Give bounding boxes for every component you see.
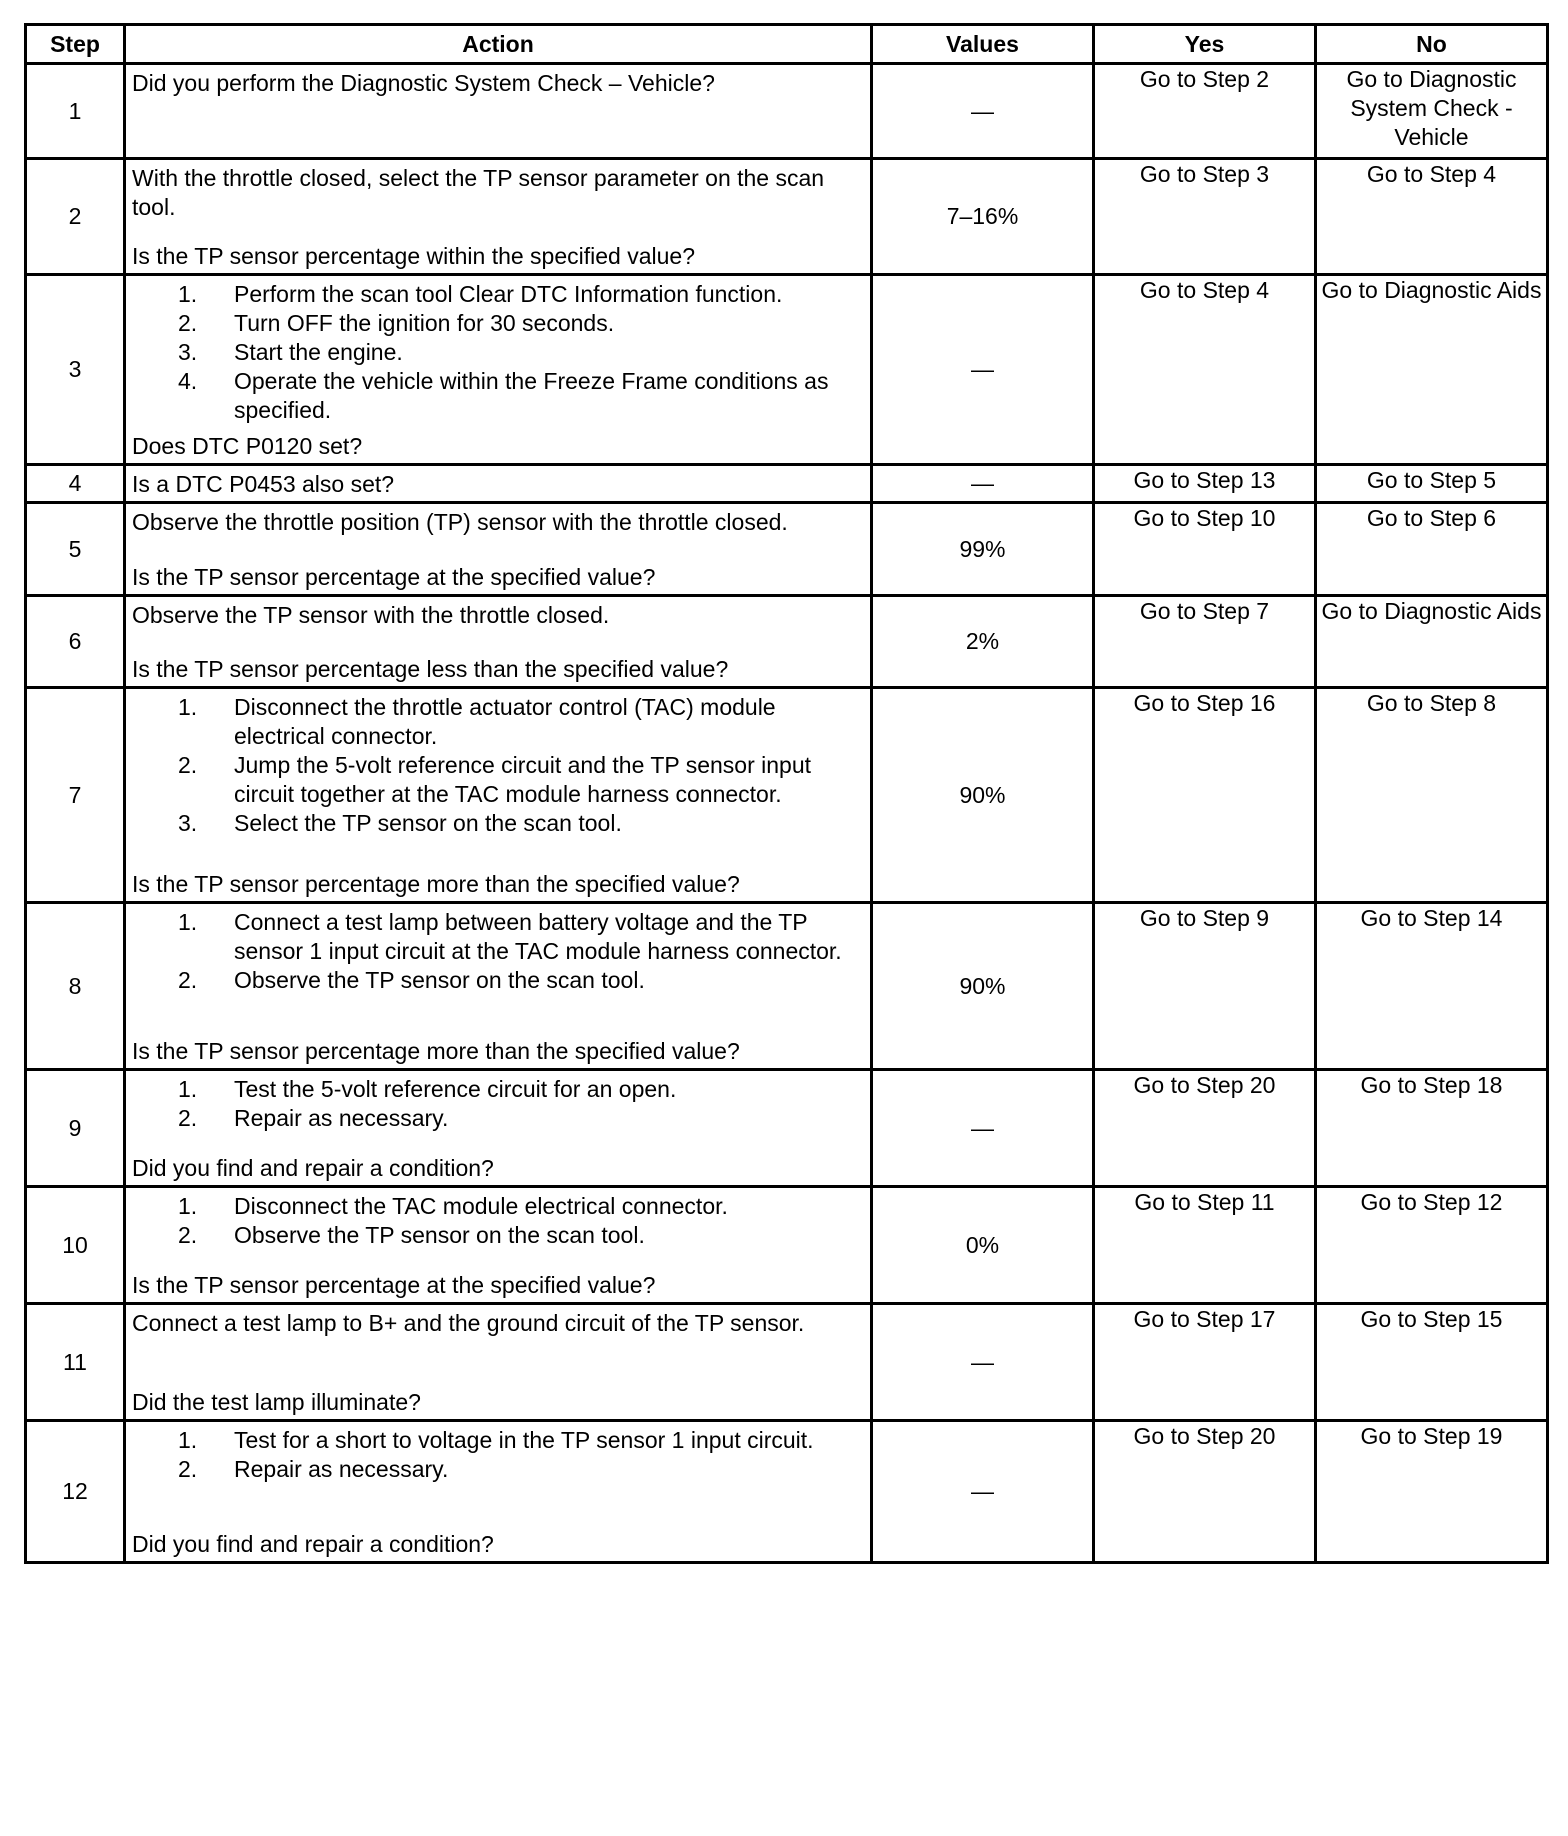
action-steps-list bbox=[132, 693, 864, 838]
step-number: 3 bbox=[26, 275, 125, 465]
action-step-number: 1. bbox=[178, 281, 198, 307]
action-question: Did the test lamp illuminate? bbox=[132, 1389, 421, 1415]
action-step-text: Jump the 5-volt reference circuit and the TP sensor input circuit together at the TAC module harness connector. bbox=[234, 752, 812, 807]
action-content bbox=[132, 508, 864, 592]
no-cell: Go to Step 6 bbox=[1316, 503, 1548, 596]
value-cell: 90% bbox=[872, 903, 1094, 1070]
action-step-item bbox=[132, 280, 864, 309]
step-number: 9 bbox=[26, 1070, 125, 1187]
action-instructions bbox=[132, 601, 864, 630]
action-step-number: 2. bbox=[178, 1456, 198, 1482]
action-step-item bbox=[132, 367, 864, 425]
action-content bbox=[132, 1309, 864, 1417]
action-step-text: Disconnect the throttle actuator control (TAC) module electrical connector. bbox=[234, 694, 776, 749]
action-question: Is the TP sensor percentage within the specified value? bbox=[132, 243, 695, 269]
yes-cell: Go to Step 16 bbox=[1094, 688, 1316, 903]
header-no: No bbox=[1316, 25, 1548, 64]
table-row bbox=[26, 1070, 1548, 1187]
action-instructions bbox=[132, 908, 864, 995]
step-number: 1 bbox=[26, 64, 125, 159]
header-row bbox=[26, 25, 1548, 64]
value-cell: — bbox=[872, 1070, 1094, 1187]
table-row bbox=[26, 64, 1548, 159]
action-steps-list bbox=[132, 1192, 864, 1250]
action-step-number: 3. bbox=[178, 339, 198, 365]
yes-cell: Go to Step 3 bbox=[1094, 159, 1316, 275]
table-body bbox=[26, 64, 1548, 1563]
action-cell bbox=[125, 1304, 872, 1421]
no-cell: Go to Diagnostic Aids bbox=[1316, 275, 1548, 465]
action-step-number: 2. bbox=[178, 310, 198, 336]
step-number: 6 bbox=[26, 596, 125, 688]
yes-cell: Go to Step 11 bbox=[1094, 1187, 1316, 1304]
action-step-number: 1. bbox=[178, 1427, 198, 1453]
step-number: 2 bbox=[26, 159, 125, 275]
action-question: Is the TP sensor percentage less than the specified value? bbox=[132, 656, 729, 682]
action-steps-list bbox=[132, 280, 864, 425]
action-content bbox=[132, 1075, 864, 1183]
action-question: Does DTC P0120 set? bbox=[132, 433, 363, 459]
action-cell bbox=[125, 275, 872, 465]
action-content bbox=[132, 693, 864, 899]
action-step-text: Perform the scan tool Clear DTC Information function. bbox=[234, 281, 783, 307]
value-cell: 7–16% bbox=[872, 159, 1094, 275]
action-instructions bbox=[132, 1426, 864, 1484]
no-cell: Go to Diagnostic System Check - Vehicle bbox=[1316, 64, 1548, 159]
no-cell: Go to Step 12 bbox=[1316, 1187, 1548, 1304]
action-instructions bbox=[132, 470, 864, 499]
step-number: 8 bbox=[26, 903, 125, 1070]
table-row bbox=[26, 275, 1548, 465]
action-cell bbox=[125, 903, 872, 1070]
action-step-text: Disconnect the TAC module electrical connector. bbox=[234, 1193, 728, 1219]
action-steps-list bbox=[132, 1426, 864, 1484]
header-yes: Yes bbox=[1094, 25, 1316, 64]
action-step-item bbox=[132, 908, 864, 966]
action-question: Is the TP sensor percentage at the specified value? bbox=[132, 1272, 656, 1298]
action-step-item bbox=[132, 966, 864, 995]
action-step-text: Turn OFF the ignition for 30 seconds. bbox=[234, 310, 615, 336]
header-step: Step bbox=[26, 25, 125, 64]
action-instructions bbox=[132, 508, 864, 537]
step-number: 12 bbox=[26, 1421, 125, 1563]
action-intro: Observe the throttle position (TP) sensor with the throttle closed. bbox=[132, 509, 788, 535]
yes-cell: Go to Step 17 bbox=[1094, 1304, 1316, 1421]
step-number: 7 bbox=[26, 688, 125, 903]
action-instructions bbox=[132, 1075, 864, 1133]
action-step-item bbox=[132, 1426, 864, 1455]
table-row bbox=[26, 503, 1548, 596]
action-instructions bbox=[132, 69, 864, 98]
value-cell: 2% bbox=[872, 596, 1094, 688]
action-step-text: Select the TP sensor on the scan tool. bbox=[234, 810, 622, 836]
yes-cell: Go to Step 20 bbox=[1094, 1421, 1316, 1563]
action-instructions bbox=[132, 693, 864, 838]
action-step-number: 1. bbox=[178, 694, 198, 720]
no-cell: Go to Step 14 bbox=[1316, 903, 1548, 1070]
action-step-number: 1. bbox=[178, 1076, 198, 1102]
action-cell bbox=[125, 159, 872, 275]
action-step-text: Observe the TP sensor on the scan tool. bbox=[234, 1222, 645, 1248]
action-step-number: 2. bbox=[178, 1105, 198, 1131]
action-intro: Is a DTC P0453 also set? bbox=[132, 471, 395, 497]
action-content bbox=[132, 1426, 864, 1559]
action-step-text: Repair as necessary. bbox=[234, 1105, 449, 1131]
table-row bbox=[26, 1304, 1548, 1421]
action-steps-list bbox=[132, 1075, 864, 1133]
header-values: Values bbox=[872, 25, 1094, 64]
action-intro: Observe the TP sensor with the throttle closed. bbox=[132, 602, 610, 628]
no-cell: Go to Step 8 bbox=[1316, 688, 1548, 903]
action-question: Is the TP sensor percentage more than the specified value? bbox=[132, 1038, 740, 1064]
action-cell bbox=[125, 503, 872, 596]
table-row bbox=[26, 688, 1548, 903]
action-step-text: Observe the TP sensor on the scan tool. bbox=[234, 967, 645, 993]
action-cell bbox=[125, 465, 872, 503]
value-cell: — bbox=[872, 1304, 1094, 1421]
table-row bbox=[26, 903, 1548, 1070]
action-cell bbox=[125, 1070, 872, 1187]
action-question: Did you find and repair a condition? bbox=[132, 1155, 494, 1181]
action-step-item bbox=[132, 809, 864, 838]
value-cell: 99% bbox=[872, 503, 1094, 596]
table-row bbox=[26, 465, 1548, 503]
action-cell bbox=[125, 1421, 872, 1563]
yes-cell: Go to Step 20 bbox=[1094, 1070, 1316, 1187]
diagnostic-table-page bbox=[24, 23, 1546, 1821]
action-instructions bbox=[132, 164, 864, 222]
no-cell: Go to Step 5 bbox=[1316, 465, 1548, 503]
action-instructions bbox=[132, 1309, 864, 1338]
table-row bbox=[26, 159, 1548, 275]
action-step-item bbox=[132, 1455, 864, 1484]
value-cell: 0% bbox=[872, 1187, 1094, 1304]
action-cell bbox=[125, 1187, 872, 1304]
action-instructions bbox=[132, 280, 864, 425]
action-step-item bbox=[132, 338, 864, 367]
step-number: 10 bbox=[26, 1187, 125, 1304]
action-content bbox=[132, 164, 864, 271]
no-cell: Go to Step 15 bbox=[1316, 1304, 1548, 1421]
value-cell: — bbox=[872, 465, 1094, 503]
action-step-item bbox=[132, 1104, 864, 1133]
yes-cell: Go to Step 10 bbox=[1094, 503, 1316, 596]
action-step-text: Operate the vehicle within the Freeze Frame conditions as specified. bbox=[234, 368, 829, 423]
no-cell: Go to Step 19 bbox=[1316, 1421, 1548, 1563]
action-step-number: 4. bbox=[178, 368, 198, 394]
step-number: 11 bbox=[26, 1304, 125, 1421]
action-step-item bbox=[132, 309, 864, 338]
action-content bbox=[132, 1192, 864, 1300]
yes-cell: Go to Step 13 bbox=[1094, 465, 1316, 503]
action-step-item bbox=[132, 693, 864, 751]
action-step-number: 1. bbox=[178, 1193, 198, 1219]
value-cell: 90% bbox=[872, 688, 1094, 903]
action-step-number: 1. bbox=[178, 909, 198, 935]
no-cell: Go to Step 4 bbox=[1316, 159, 1548, 275]
action-step-text: Start the engine. bbox=[234, 339, 403, 365]
action-intro: With the throttle closed, select the TP sensor parameter on the scan tool. bbox=[132, 165, 825, 220]
action-instructions bbox=[132, 1192, 864, 1250]
action-step-text: Test the 5-volt reference circuit for an open. bbox=[234, 1076, 677, 1102]
value-cell: — bbox=[872, 275, 1094, 465]
action-question: Is the TP sensor percentage at the specified value? bbox=[132, 564, 656, 590]
yes-cell: Go to Step 4 bbox=[1094, 275, 1316, 465]
action-question: Is the TP sensor percentage more than the specified value? bbox=[132, 871, 740, 897]
action-content bbox=[132, 908, 864, 1066]
action-steps-list bbox=[132, 908, 864, 995]
action-step-item bbox=[132, 1192, 864, 1221]
action-step-text: Repair as necessary. bbox=[234, 1456, 449, 1482]
action-content bbox=[132, 470, 864, 499]
action-content bbox=[132, 601, 864, 684]
yes-cell: Go to Step 2 bbox=[1094, 64, 1316, 159]
action-cell bbox=[125, 688, 872, 903]
action-step-number: 3. bbox=[178, 810, 198, 836]
table-row bbox=[26, 1421, 1548, 1563]
action-question: Did you find and repair a condition? bbox=[132, 1531, 494, 1557]
diagnostic-table bbox=[24, 23, 1549, 1564]
action-step-item bbox=[132, 1075, 864, 1104]
action-step-text: Test for a short to voltage in the TP sensor 1 input circuit. bbox=[234, 1427, 814, 1453]
action-step-number: 2. bbox=[178, 967, 198, 993]
yes-cell: Go to Step 7 bbox=[1094, 596, 1316, 688]
step-number: 5 bbox=[26, 503, 125, 596]
no-cell: Go to Step 18 bbox=[1316, 1070, 1548, 1187]
action-step-number: 2. bbox=[178, 1222, 198, 1248]
action-intro: Connect a test lamp to B+ and the ground circuit of the TP sensor. bbox=[132, 1310, 805, 1336]
action-content bbox=[132, 69, 864, 155]
no-cell: Go to Diagnostic Aids bbox=[1316, 596, 1548, 688]
action-cell bbox=[125, 64, 872, 159]
table-row bbox=[26, 1187, 1548, 1304]
action-step-item bbox=[132, 1221, 864, 1250]
table-row bbox=[26, 596, 1548, 688]
action-intro: Did you perform the Diagnostic System Check – Vehicle? bbox=[132, 70, 715, 96]
action-step-number: 2. bbox=[178, 752, 198, 778]
yes-cell: Go to Step 9 bbox=[1094, 903, 1316, 1070]
header-action: Action bbox=[125, 25, 872, 64]
step-number: 4 bbox=[26, 465, 125, 503]
action-step-text: Connect a test lamp between battery voltage and the TP sensor 1 input circuit at the TAC module harness connector. bbox=[234, 909, 842, 964]
value-cell: — bbox=[872, 64, 1094, 159]
action-cell bbox=[125, 596, 872, 688]
value-cell: — bbox=[872, 1421, 1094, 1563]
action-step-item bbox=[132, 751, 864, 809]
action-content bbox=[132, 280, 864, 461]
